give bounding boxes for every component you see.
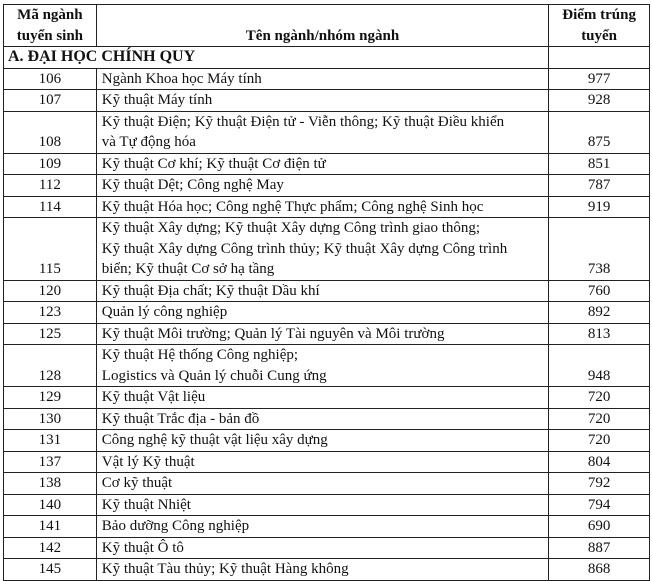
- header-row: [4, 5, 650, 47]
- table-row: [4, 302, 650, 324]
- program-name-line: Kỹ thuật Dệt; Công nghệ May: [101, 177, 284, 193]
- program-code: 109: [4, 153, 97, 175]
- program-name: [96, 68, 548, 90]
- table-row: [4, 280, 650, 302]
- program-name: [96, 280, 548, 302]
- program-code: 115: [4, 218, 97, 281]
- program-name-line: Kỹ thuật Vật liệu: [101, 389, 206, 405]
- program-name: [96, 430, 548, 452]
- program-code: 125: [4, 323, 97, 345]
- program-name: [96, 473, 548, 495]
- program-name: [96, 345, 548, 387]
- program-name-line: Kỹ thuật Trắc địa - bản đồ: [101, 410, 260, 427]
- table-row: [4, 408, 650, 430]
- program-name-line: Kỹ thuật Môi trường; Quản lý Tài nguyên và Môi trường: [101, 325, 445, 342]
- table-row: [4, 451, 650, 473]
- table-row: [4, 196, 650, 218]
- table-row: [4, 559, 650, 581]
- program-name-line: Kỹ thuật Điện; Kỹ thuật Điện tử - Viễn thông; Kỹ thuật Điều khiển: [101, 113, 505, 130]
- table-row: [4, 430, 650, 452]
- table-row: [4, 537, 650, 559]
- program-code: 138: [4, 473, 97, 495]
- table-row: [4, 473, 650, 495]
- program-name: [96, 408, 548, 430]
- admission-score: 792: [549, 473, 650, 495]
- admission-score: 720: [549, 387, 650, 409]
- admission-score: 804: [549, 451, 650, 473]
- admission-score: 928: [549, 90, 650, 112]
- program-name-line: Kỹ thuật Nhiệt: [101, 496, 191, 513]
- program-name: [96, 516, 548, 538]
- program-name-line: Công nghệ kỹ thuật vật liệu xây dựng: [101, 432, 328, 448]
- program-name-line: Kỹ thuật Địa chất; Kỹ thuật Dầu khí: [101, 282, 320, 299]
- table-row: [4, 516, 650, 538]
- header-score-line: Điểm trúng: [562, 7, 636, 23]
- program-code: 114: [4, 196, 97, 218]
- program-code: 142: [4, 537, 97, 559]
- program-code: 112: [4, 175, 97, 197]
- program-name: [96, 196, 548, 218]
- admission-score: 794: [549, 494, 650, 516]
- program-code: 108: [4, 111, 97, 153]
- header-score: [549, 5, 650, 47]
- admission-score: 690: [549, 516, 650, 538]
- table-row: [4, 323, 650, 345]
- table-row: [4, 494, 650, 516]
- header-code-line: tuyển sinh: [16, 27, 84, 44]
- program-name-line: Quản lý công nghiệp: [101, 304, 228, 320]
- program-name: [96, 153, 548, 175]
- program-name-line: Kỹ thuật Máy tính: [101, 92, 213, 108]
- program-name-line: Ngành Khoa học Máy tính: [101, 70, 262, 87]
- table-row: [4, 387, 650, 409]
- header-code-line: Mã ngành: [17, 7, 83, 23]
- program-name-line: Kỹ thuật Hệ thống Công nghiệp;: [101, 347, 299, 363]
- program-name-line: Kỹ thuật Hóa học; Công nghệ Thực phẩm; Công nghệ Sinh học: [101, 198, 484, 215]
- program-name: [96, 451, 548, 473]
- header-name: Tên ngành/nhóm ngành: [96, 5, 548, 47]
- program-name: [96, 111, 548, 153]
- admission-score: 720: [549, 408, 650, 430]
- program-name: [96, 537, 548, 559]
- program-name-line: Kỹ thuật Cơ khí; Kỹ thuật Cơ điện tử: [101, 155, 326, 172]
- section-title: A. ĐẠI HỌC CHÍNH QUY: [4, 47, 549, 69]
- table-row: [4, 175, 650, 197]
- program-name-line: biển; Kỹ thuật Cơ sở hạ tầng: [101, 261, 275, 277]
- program-name-line: Kỹ thuật Xây dựng Công trình thủy; Kỹ thuật Xây dựng Công trình: [101, 240, 508, 257]
- program-code: 107: [4, 90, 97, 112]
- program-code: 145: [4, 559, 97, 581]
- program-code: 123: [4, 302, 97, 324]
- program-name: [96, 90, 548, 112]
- program-code: 129: [4, 387, 97, 409]
- program-name: [96, 559, 548, 581]
- admission-score: 875: [549, 111, 650, 153]
- admission-score: 919: [549, 196, 650, 218]
- admission-score: 892: [549, 302, 650, 324]
- admission-score: 738: [549, 218, 650, 281]
- program-code: 137: [4, 451, 97, 473]
- admission-score: 787: [549, 175, 650, 197]
- header-code: [4, 5, 97, 47]
- program-name-line: Kỹ thuật Ô tô: [101, 539, 184, 556]
- program-name-line: và Tự động hóa: [101, 134, 196, 150]
- admission-score: 887: [549, 537, 650, 559]
- program-name: [96, 387, 548, 409]
- admission-score: 760: [549, 280, 650, 302]
- program-name-line: Vật lý Kỹ thuật: [101, 453, 195, 470]
- table-row: [4, 68, 650, 90]
- program-name: [96, 218, 548, 281]
- program-code: 140: [4, 494, 97, 516]
- program-name: [96, 323, 548, 345]
- program-name: [96, 175, 548, 197]
- header-score-line: tuyển: [581, 27, 618, 44]
- program-name: [96, 494, 548, 516]
- program-code: 141: [4, 516, 97, 538]
- table-row: [4, 218, 650, 281]
- table-row: [4, 90, 650, 112]
- table-row: [4, 153, 650, 175]
- program-code: 131: [4, 430, 97, 452]
- table-row: [4, 345, 650, 387]
- program-name-line: Kỹ thuật Xây dựng; Kỹ thuật Xây dựng Công trình giao thông;: [101, 220, 481, 236]
- program-name-line: Bảo dưỡng Công nghiệp: [101, 518, 250, 534]
- program-code: 106: [4, 68, 97, 90]
- section-row: [4, 47, 650, 69]
- admission-score: 868: [549, 559, 650, 581]
- admission-score: 720: [549, 430, 650, 452]
- table-body: [4, 68, 650, 580]
- program-name-line: Cơ kỹ thuật: [101, 475, 173, 491]
- table-row: [4, 111, 650, 153]
- program-name-line: Logistics và Quản lý chuỗi Cung ứng: [101, 367, 327, 384]
- admission-score: 977: [549, 68, 650, 90]
- admission-score: 948: [549, 345, 650, 387]
- program-code: 130: [4, 408, 97, 430]
- program-code: 120: [4, 280, 97, 302]
- program-code: 128: [4, 345, 97, 387]
- admission-score: 851: [549, 153, 650, 175]
- admission-scores-table: [3, 4, 650, 581]
- admission-score: 813: [549, 323, 650, 345]
- program-name-line: Kỹ thuật Tàu thủy; Kỹ thuật Hàng không: [101, 561, 349, 577]
- program-name: [96, 302, 548, 324]
- section-empty-cell: [549, 47, 650, 69]
